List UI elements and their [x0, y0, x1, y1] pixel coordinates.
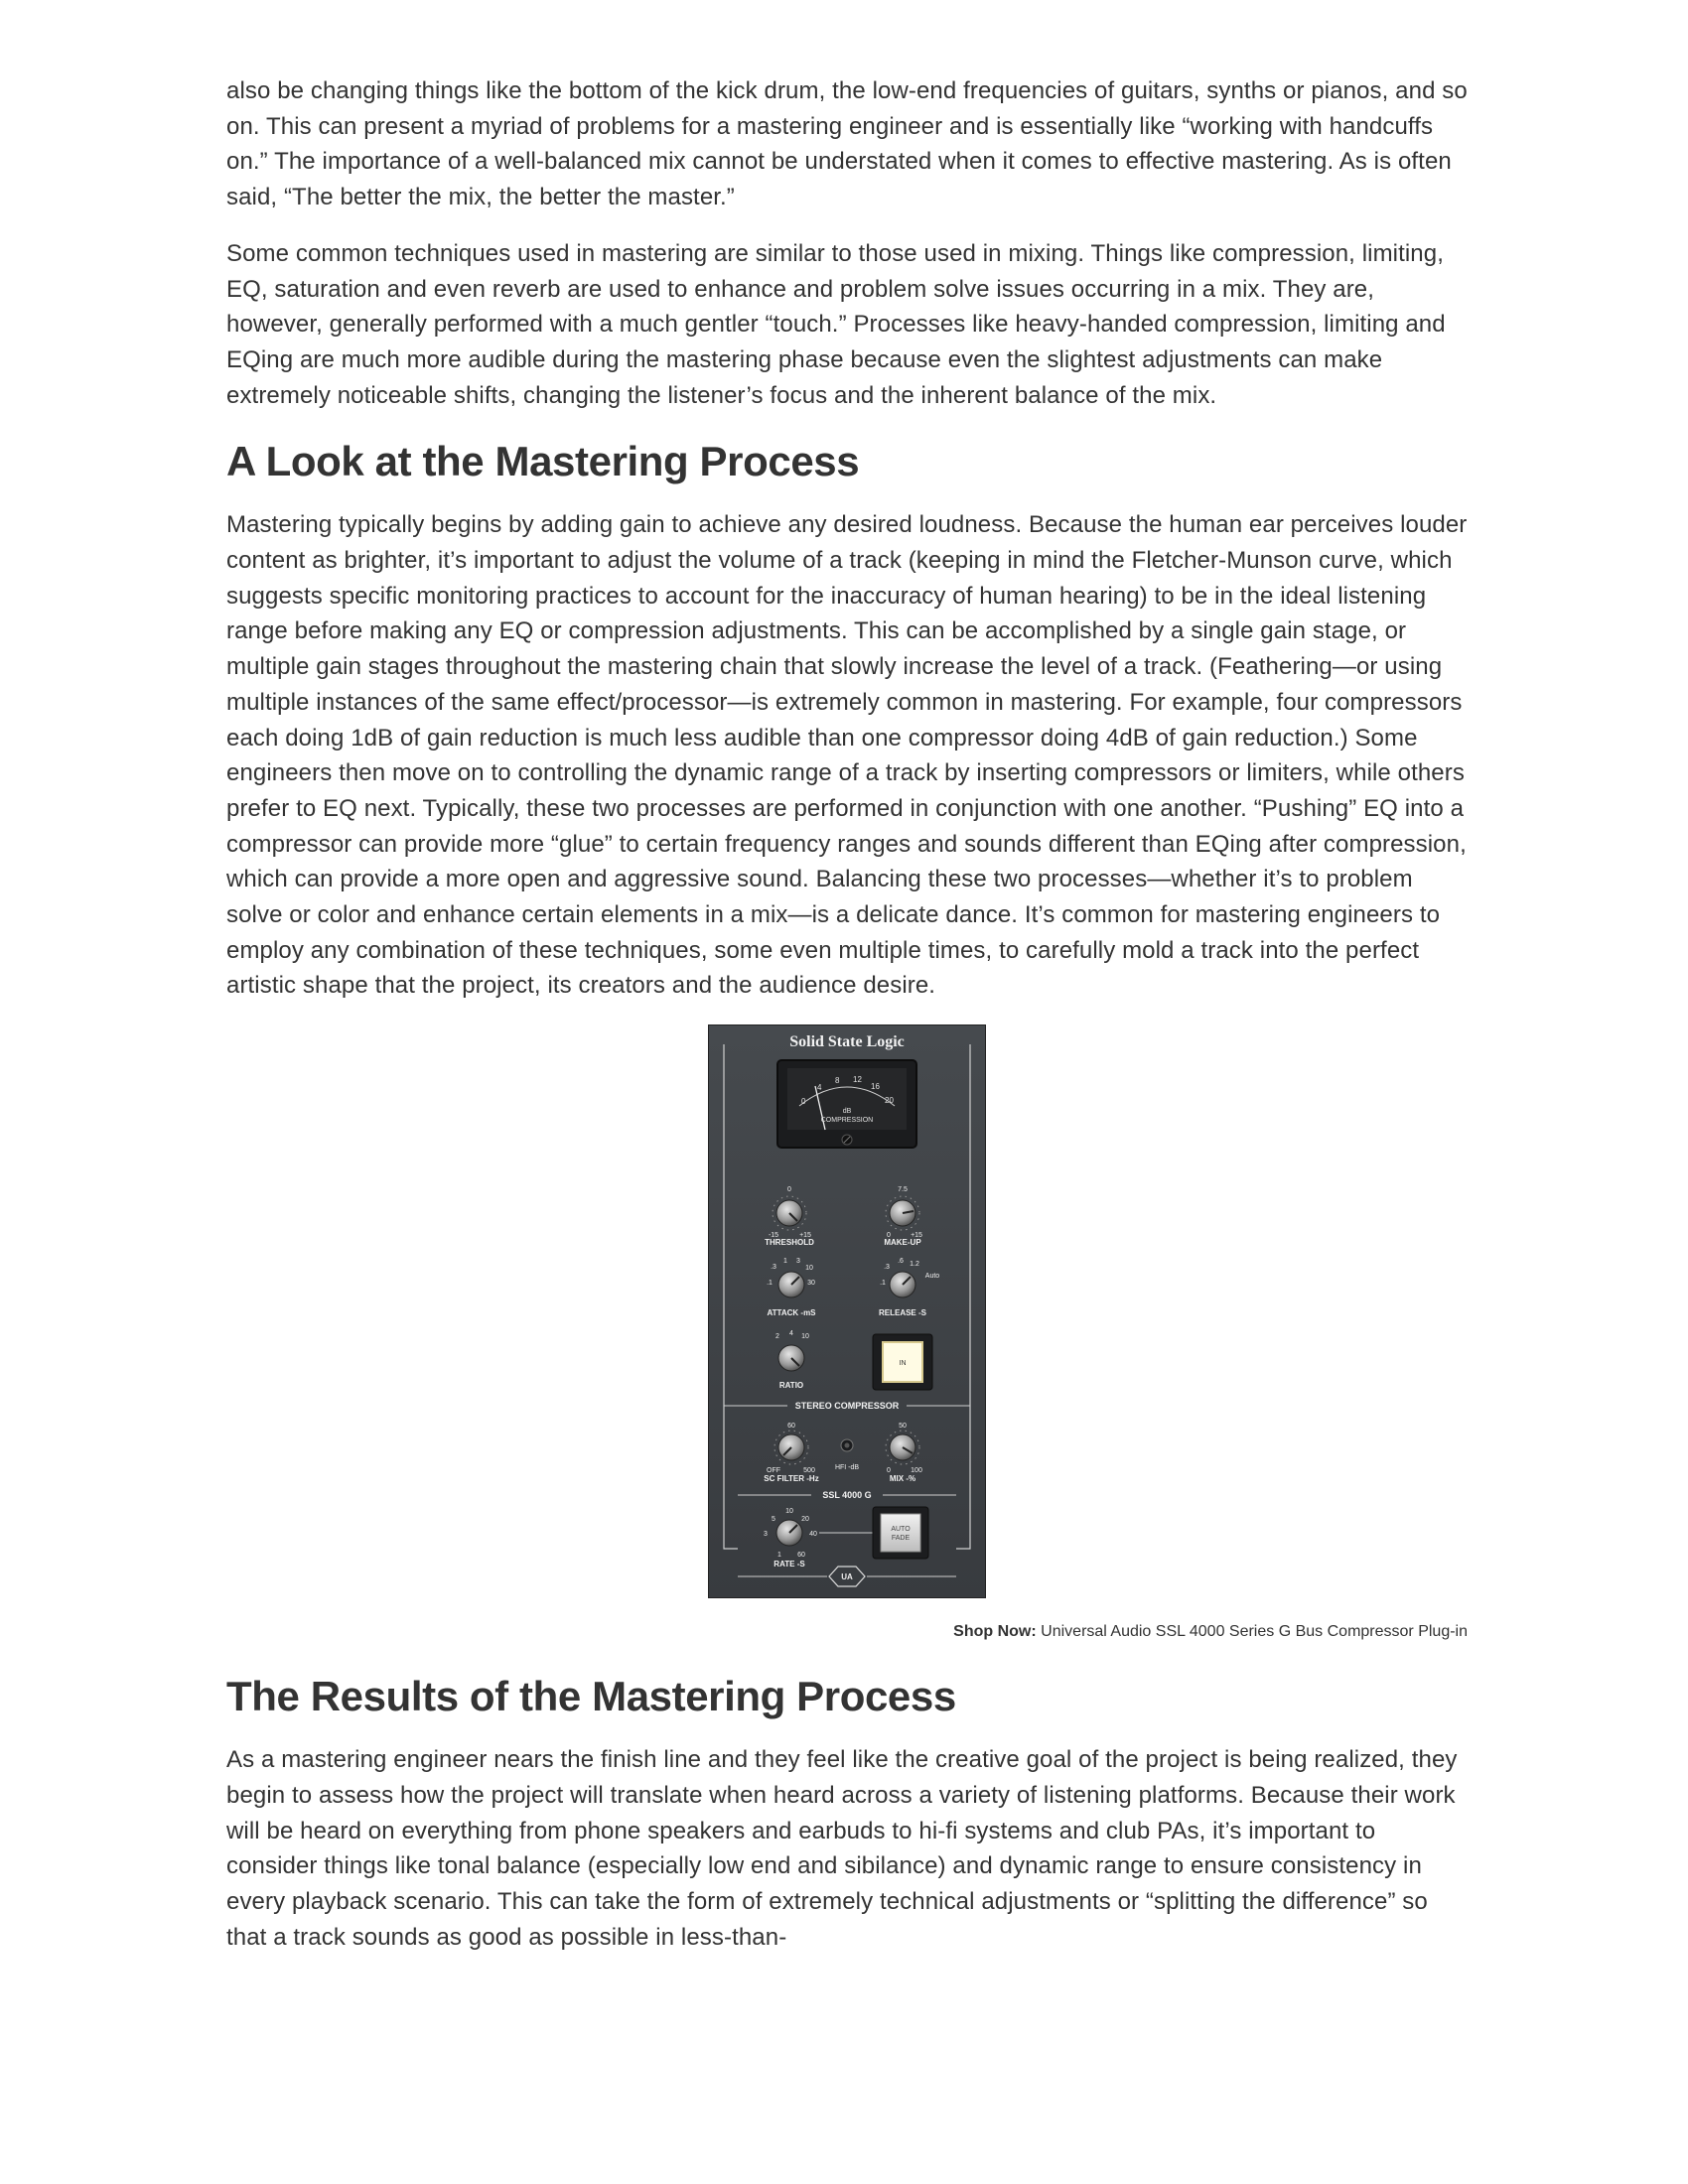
- article-content: [226, 73, 1468, 1976]
- attack-val-3: 3: [796, 1258, 800, 1266]
- brand-logo: Solid State Logic: [789, 1033, 905, 1051]
- meter-unit: dB: [842, 1108, 852, 1116]
- paragraph-common-techniques: Some common techniques used in mastering are similar to those used in mixing. Things like compression, limiting, EQ, saturation and even reverb are used to enhance and problem solve issues occurring in a mix. They are, however, generally performed with a much gentler “touch.” Processes like heavy-handed compression, limiting and EQing are much more audible during the mastering phase because even the slightest adjustments can make extremely noticeable shifts, changing the listener’s focus and the inherent balance of the mix.: [226, 239, 1446, 409]
- paragraph-mastering-begins: Mastering typically begins by adding gain to achieve any desired loudness. Because the human ear perceives louder content as brighter, it’s important to adjust the volume of a track (keeping in mind the Fletcher-Munson curve, which suggests specific monitoring practices to account for the inaccuracy of human hearing) to be in the ideal listening range before making any EQ or compression adjustments. This can be accomplished by a single gain stage, or multiple gain stages throughout the mastering chain that slowly increase the level of a track. (Feathering—or using multiple instances of the same effect/processor—is extremely common in mastering. For example, four compressors each doing 1dB of gain reduction is much less audible than one compressor doing 4dB of gain reduction.) Some engineers then move on to controlling the dynamic range of a track by inserting compressors or limiters, while others prefer to EQ next. Typically, these two processes are performed in conjunction with one another. “Pushing” EQ into a compressor can provide more “glue” to certain frequency ranges and sounds different than EQing after compression, which can provide a more open and aggressive sound. Balancing these two processes—whether it’s to problem solve or color and enhance certain elements in a mix—is a delicate dance. It’s common for mastering engineers to employ any combination of these techniques, some even multiple times, to carefully mold a track into the perfect artistic shape that the project, its creators and the audience desire.: [226, 511, 1468, 1000]
- rate-label: RATE -S: [774, 1560, 805, 1570]
- ssl-compressor-image[interactable]: [708, 1024, 986, 1598]
- makeup-max: +15: [911, 1232, 922, 1240]
- mix-mid: 50: [899, 1423, 907, 1431]
- threshold-mid: 0: [787, 1186, 791, 1194]
- hfi-led-center: [845, 1443, 850, 1448]
- section-ssl-4000-g: SSL 4000 G: [822, 1490, 872, 1501]
- ua-logo: UA: [841, 1572, 853, 1582]
- sc-filter-label: SC FILTER -Hz: [764, 1474, 819, 1484]
- heading-mastering-process: A Look at the Mastering Process: [226, 438, 860, 485]
- release-val-1: .3: [884, 1264, 890, 1272]
- sc-filter-max: 500: [803, 1467, 815, 1475]
- auto-fade-label-2: FADE: [891, 1535, 911, 1543]
- makeup-label: MAKE-UP: [884, 1238, 921, 1248]
- rate-val-6: 60: [797, 1552, 805, 1560]
- attack-val-0: .1: [767, 1280, 773, 1288]
- rate-val-0: 3: [764, 1531, 768, 1539]
- attack-val-1: .3: [771, 1264, 776, 1272]
- in-button-label: IN: [899, 1360, 907, 1368]
- sc-filter-mid: 60: [787, 1423, 795, 1431]
- ratio-val-1: 4: [789, 1330, 793, 1338]
- meter-tick-8: 8: [835, 1076, 840, 1086]
- attack-label: ATTACK -mS: [767, 1308, 816, 1318]
- sc-filter-min: OFF: [767, 1467, 780, 1475]
- meter-tick-16: 16: [871, 1082, 880, 1092]
- attack-val-2: 1: [783, 1258, 787, 1266]
- section-stereo-compressor: STEREO COMPRESSOR: [794, 1401, 900, 1412]
- hfi-label: HFI -dB: [834, 1464, 860, 1472]
- threshold-label: THRESHOLD: [765, 1238, 814, 1248]
- paragraph-mix-importance: also be changing things like the bottom of the kick drum, the low-end frequencies of guitars, synths or pianos, and so on. This can present a myriad of problems for a mastering engineer and is essentially like “working with handcuffs on.” The importance of a well-balanced mix cannot be understated when it comes to effective mastering. As is often said, “The better the mix, the better the master.”: [226, 77, 1468, 211]
- threshold-max: +15: [799, 1232, 811, 1240]
- rate-val-4: 40: [809, 1531, 817, 1539]
- rate-val-5: 1: [777, 1552, 781, 1560]
- threshold-min: -15: [768, 1232, 779, 1240]
- plugin-figure: [226, 1024, 1468, 1603]
- heading-mastering-results: The Results of the Mastering Process: [226, 1673, 956, 1720]
- shop-now-link[interactable]: Universal Audio SSL 4000 Series G Bus Compressor Plug-in: [1041, 1623, 1468, 1641]
- ratio-val-2: 10: [801, 1333, 809, 1341]
- shop-now-label: Shop Now:: [953, 1623, 1037, 1641]
- auto-fade-button[interactable]: [881, 1514, 920, 1552]
- image-caption: [226, 1623, 1468, 1641]
- makeup-mid: 7.5: [898, 1186, 908, 1194]
- meter-tick-0: 0: [801, 1097, 806, 1107]
- ratio-label: RATIO: [778, 1381, 804, 1391]
- meter-tick-12: 12: [853, 1075, 862, 1085]
- release-val-0: .1: [880, 1280, 886, 1288]
- mix-label: MIX -%: [889, 1474, 916, 1484]
- rate-val-1: 5: [772, 1516, 775, 1524]
- meter-tick-4: 4: [817, 1083, 822, 1093]
- attack-val-4: 10: [805, 1265, 813, 1273]
- auto-fade-label-1: AUTO: [891, 1526, 911, 1534]
- mix-max: 100: [911, 1467, 922, 1475]
- meter-label: COMPRESSION: [820, 1117, 874, 1125]
- release-val-4: Auto: [924, 1273, 940, 1281]
- ratio-val-0: 2: [775, 1333, 779, 1341]
- release-label: RELEASE -S: [878, 1308, 927, 1318]
- attack-val-5: 30: [807, 1280, 815, 1288]
- meter-tick-20: 20: [885, 1096, 894, 1106]
- mix-min: 0: [887, 1467, 891, 1475]
- paragraph-finish-line: As a mastering engineer nears the finish line and they feel like the creative goal of the project is being realized, they begin to assess how the project will translate when heard across a variety of listening platforms. Because their work will be heard on everything from phone speakers and earbuds to hi-fi systems and club PAs, it’s important to consider things like tonal balance (especially low end and sibilance) and dynamic range to ensure consistency in every playback scenario. This can take the form of extremely technical adjustments or “splitting the difference” so that a track sounds as good as possible in less-than-: [226, 1746, 1458, 1951]
- release-val-2: .6: [898, 1258, 904, 1266]
- rate-val-3: 20: [801, 1516, 809, 1524]
- rate-val-2: 10: [785, 1508, 793, 1516]
- release-val-3: 1.2: [910, 1261, 919, 1269]
- makeup-min: 0: [887, 1232, 891, 1240]
